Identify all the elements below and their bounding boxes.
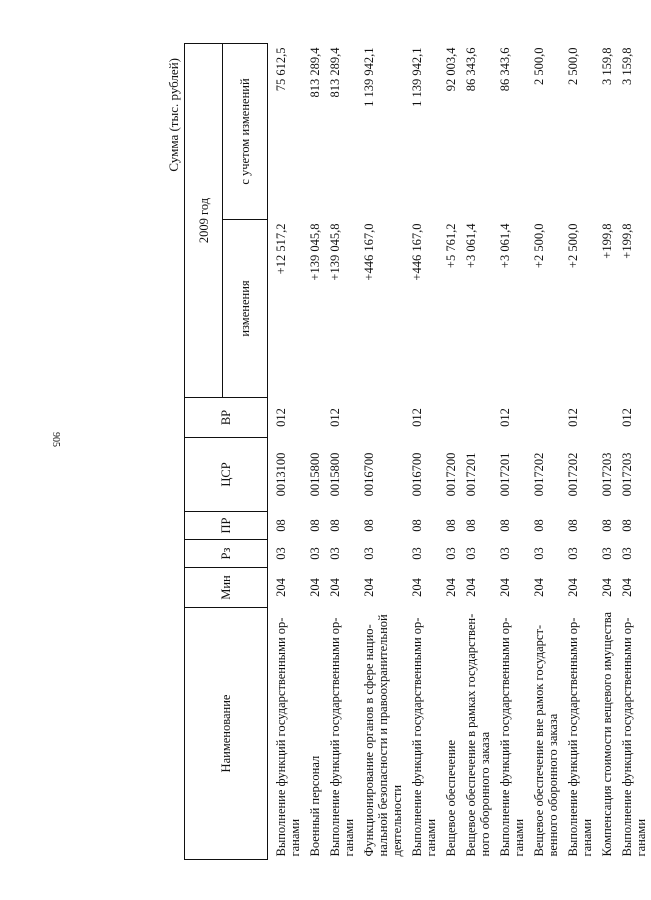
budget-table xyxy=(184,43,651,860)
row-with-changes-cell: 92 003,4 xyxy=(444,47,458,92)
row-changes-cell: +2 500,0 xyxy=(532,223,546,269)
row-name-cell: Выполнение функций государственными органами xyxy=(566,617,594,857)
table-row xyxy=(617,43,651,859)
row-rz-cell: 03 xyxy=(410,547,424,560)
row-name-cell: Компенсация стоимости вещевого имущества xyxy=(600,611,614,857)
row-csr-cell: 0016700 xyxy=(410,452,424,497)
row-with-changes-cell: 2 500,0 xyxy=(532,47,546,85)
row-rz-cell: 03 xyxy=(308,547,322,560)
row-csr-cell: 0015800 xyxy=(308,452,322,497)
row-pr-cell: 08 xyxy=(600,519,614,532)
table-row xyxy=(359,43,407,859)
row-rz-cell: 03 xyxy=(498,547,512,560)
table-row xyxy=(461,43,495,859)
row-with-changes-cell: 1 139 942,1 xyxy=(362,47,376,107)
row-vr-cell xyxy=(441,398,461,438)
row-with-changes-cell: 86 343,6 xyxy=(464,47,478,92)
header-rz: Рз xyxy=(185,540,268,568)
header-changes: изменения xyxy=(223,220,268,398)
row-with-changes-cell: 813 289,4 xyxy=(328,47,342,98)
row-name-cell: Выполнение функций государственными органами xyxy=(620,617,648,857)
row-changes-cell: +2 500,0 xyxy=(566,223,580,269)
row-vr-cell xyxy=(597,398,617,438)
row-min-cell: 204 xyxy=(328,578,342,597)
row-pr-cell: 08 xyxy=(444,519,458,532)
row-vr-cell: 012 xyxy=(498,408,512,427)
header-min: Мин xyxy=(185,568,268,608)
row-csr-cell: 0017201 xyxy=(498,452,512,497)
page-number: 905 xyxy=(50,432,61,447)
table-row xyxy=(268,43,306,859)
row-changes-cell: +446 167,0 xyxy=(410,223,424,281)
header-vr: ВР xyxy=(185,398,268,438)
row-name-cell: Вещевое обеспечение вне рамок государственного оборонного заказа xyxy=(532,624,560,857)
row-min-cell: 204 xyxy=(600,578,614,597)
row-rz-cell: 03 xyxy=(600,547,614,560)
row-csr-cell: 0013100 xyxy=(274,452,288,497)
row-pr-cell: 08 xyxy=(308,519,322,532)
row-vr-cell xyxy=(359,398,407,438)
row-changes-cell: +139 045,8 xyxy=(308,223,322,281)
row-rz-cell: 03 xyxy=(328,547,342,560)
row-pr-cell: 08 xyxy=(566,519,580,532)
row-changes-cell: +12 517,2 xyxy=(274,223,288,275)
header-with-changes: с учетом изменений xyxy=(223,43,268,219)
row-changes-cell: +3 061,4 xyxy=(464,223,478,269)
row-min-cell: 204 xyxy=(410,578,424,597)
row-changes-cell: +199,8 xyxy=(600,223,614,259)
row-min-cell: 204 xyxy=(464,578,478,597)
table-row xyxy=(597,43,617,859)
row-changes-cell: +446 167,0 xyxy=(362,223,376,281)
row-min-cell: 204 xyxy=(444,578,458,597)
row-vr-cell: 012 xyxy=(328,408,342,427)
table-row xyxy=(495,43,529,859)
row-with-changes-cell: 3 159,8 xyxy=(600,47,614,85)
row-changes-cell: +199,8 xyxy=(620,223,634,259)
header-name: Наименование xyxy=(185,608,268,860)
table-row xyxy=(441,43,461,859)
row-vr-cell: 012 xyxy=(274,408,288,427)
row-pr-cell: 08 xyxy=(532,519,546,532)
row-min-cell: 204 xyxy=(362,578,376,597)
row-csr-cell: 0017203 xyxy=(620,452,634,497)
row-rz-cell: 03 xyxy=(362,547,376,560)
row-name-cell: Вещевое обеспечение xyxy=(444,740,458,857)
row-with-changes-cell: 813 289,4 xyxy=(308,47,322,98)
row-min-cell: 204 xyxy=(566,578,580,597)
row-pr-cell: 08 xyxy=(620,519,634,532)
row-changes-cell: +3 061,4 xyxy=(498,223,512,269)
row-pr-cell: 08 xyxy=(498,519,512,532)
row-csr-cell: 0017200 xyxy=(444,452,458,497)
row-min-cell: 204 xyxy=(498,578,512,597)
row-pr-cell: 08 xyxy=(464,519,478,532)
row-csr-cell: 0017202 xyxy=(566,452,580,497)
row-with-changes-cell: 75 612,5 xyxy=(274,47,288,92)
row-changes-cell: +5 761,2 xyxy=(444,223,458,269)
row-min-cell: 204 xyxy=(532,578,546,597)
row-name-cell: Выполнение функций государственными органами xyxy=(498,617,526,857)
row-rz-cell: 03 xyxy=(620,547,634,560)
row-csr-cell: 0017203 xyxy=(600,452,614,497)
row-min-cell: 204 xyxy=(308,578,322,597)
row-name-cell: Вещевое обеспечение в рамках государственного оборонного заказа xyxy=(464,613,492,857)
table-row xyxy=(325,43,359,859)
table-row xyxy=(563,43,597,859)
table-row xyxy=(305,43,325,859)
table-body xyxy=(268,43,651,859)
row-pr-cell: 08 xyxy=(328,519,342,532)
table-row xyxy=(529,43,563,859)
rotated-table-page xyxy=(166,44,648,860)
row-rz-cell: 03 xyxy=(464,547,478,560)
row-name-cell: Выполнение функций государственными органами xyxy=(410,617,438,857)
row-rz-cell: 03 xyxy=(566,547,580,560)
row-with-changes-cell: 2 500,0 xyxy=(566,47,580,85)
row-with-changes-cell: 86 343,6 xyxy=(498,47,512,92)
header-year: 2009 год xyxy=(185,43,223,397)
row-rz-cell: 03 xyxy=(274,547,288,560)
row-pr-cell: 08 xyxy=(362,519,376,532)
row-vr-cell xyxy=(305,398,325,438)
row-name-cell: Выполнение функций государственными органами xyxy=(328,617,356,857)
row-rz-cell: 03 xyxy=(532,547,546,560)
row-pr-cell: 08 xyxy=(274,519,288,532)
row-csr-cell: 0015800 xyxy=(328,452,342,497)
row-rz-cell: 03 xyxy=(444,547,458,560)
row-min-cell: 204 xyxy=(274,578,288,597)
row-vr-cell: 012 xyxy=(566,408,580,427)
row-csr-cell: 0017202 xyxy=(532,452,546,497)
row-vr-cell xyxy=(529,398,563,438)
sum-caption: Сумма (тыс. рублей) xyxy=(166,58,181,172)
header-csr: ЦСР xyxy=(185,438,268,512)
header-pr: ПР xyxy=(185,512,268,540)
row-vr-cell xyxy=(461,398,495,438)
row-name-cell: Функционирование органов в сфере национальной безопасности и правоохранительной деятельности xyxy=(362,614,404,857)
row-vr-cell: 012 xyxy=(620,408,634,427)
row-with-changes-cell: 1 139 942,1 xyxy=(410,47,424,107)
row-vr-cell: 012 xyxy=(410,408,424,427)
row-pr-cell: 08 xyxy=(410,519,424,532)
row-csr-cell: 0016700 xyxy=(362,452,376,497)
table-row xyxy=(407,43,441,859)
row-min-cell: 204 xyxy=(620,578,634,597)
row-name-cell: Военный персонал xyxy=(308,755,322,857)
row-changes-cell: +139 045,8 xyxy=(328,223,342,281)
row-name-cell: Выполнение функций государственными органами xyxy=(274,617,302,857)
row-csr-cell: 0017201 xyxy=(464,452,478,497)
row-with-changes-cell: 3 159,8 xyxy=(620,47,634,85)
